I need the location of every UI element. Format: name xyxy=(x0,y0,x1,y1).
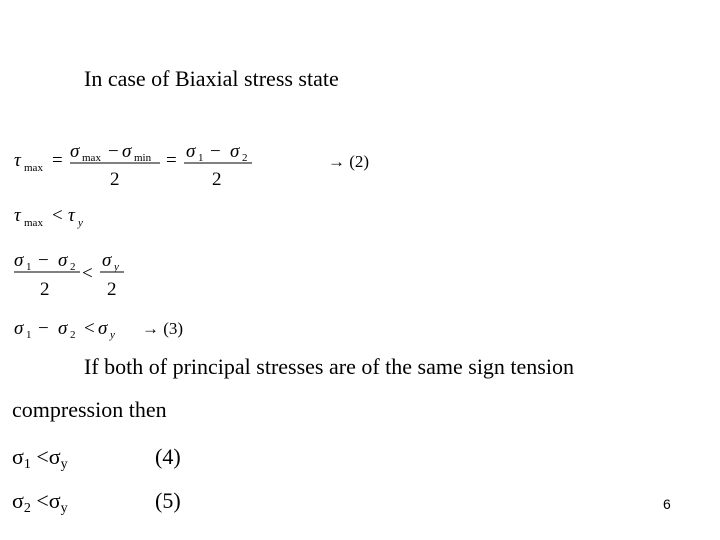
less-than-sign: < xyxy=(36,488,49,513)
sigma-y: σ xyxy=(102,250,112,271)
tau-y-subscript: y xyxy=(78,217,83,229)
sigma-2: σ xyxy=(12,488,24,513)
sigma-max: σ xyxy=(70,141,80,162)
sigma-y-subscript: y xyxy=(60,457,68,472)
equals-sign: = xyxy=(52,150,63,171)
minus-sign: − xyxy=(210,141,221,162)
tau-max-symbol: τ xyxy=(14,150,21,171)
denominator: 2 xyxy=(212,169,222,190)
inequality-tau-svg xyxy=(12,200,132,234)
sigma-1-subscript: 1 xyxy=(23,457,31,472)
sigma-2-subscript: 2 xyxy=(242,152,248,164)
sigma-2: σ xyxy=(58,318,68,339)
condition-ref-5: (5) xyxy=(155,488,181,513)
sigma-min: σ xyxy=(122,141,132,162)
equation-ref-3: → (3) xyxy=(142,319,184,338)
sigma-1-subscript: 1 xyxy=(26,329,32,341)
equation-ref-2: → (2) xyxy=(328,152,370,171)
sigma-2-subscript: 2 xyxy=(70,329,76,341)
sigma-1-subscript: 1 xyxy=(26,261,32,273)
inequality-fraction-svg xyxy=(12,244,152,304)
inequality-fraction xyxy=(12,244,152,309)
sigma-y: σ xyxy=(48,444,61,469)
denominator: 2 xyxy=(107,279,117,300)
paragraph-line-1: If both of principal stresses are of the same sign tension xyxy=(84,354,574,379)
equation-2 xyxy=(12,135,392,200)
condition-ref-4: (4) xyxy=(155,444,181,469)
sigma-2: σ xyxy=(230,141,240,162)
less-than-sign: < xyxy=(82,263,93,284)
sigma-1: σ xyxy=(186,141,196,162)
less-than-sign: < xyxy=(52,205,63,226)
tau-max-subscript: max xyxy=(24,217,43,229)
tau-max-symbol: τ xyxy=(14,205,21,226)
equals-sign: = xyxy=(166,150,177,171)
sigma-max-subscript: max xyxy=(82,152,101,164)
sigma-y-subscript: y xyxy=(110,329,115,341)
inequality-tau xyxy=(12,200,132,239)
paragraph-line-2: compression then xyxy=(12,397,167,422)
sigma-1: σ xyxy=(12,444,24,469)
page-number: 6 xyxy=(663,496,671,512)
condition-5 xyxy=(12,488,68,517)
sigma-y: σ xyxy=(48,488,61,513)
equation-3-svg xyxy=(12,312,212,346)
sigma-1: σ xyxy=(14,250,24,271)
minus-sign: − xyxy=(38,318,49,339)
sigma-1-subscript: 1 xyxy=(198,152,204,164)
minus-sign: − xyxy=(38,250,49,271)
denominator: 2 xyxy=(40,279,50,300)
condition-4 xyxy=(12,444,68,473)
equation-3 xyxy=(12,312,212,351)
less-than-sign: < xyxy=(84,318,95,339)
sigma-y: σ xyxy=(98,318,108,339)
heading: In case of Biaxial stress state xyxy=(84,66,339,91)
less-than-sign: < xyxy=(36,444,49,469)
sigma-y-subscript: y xyxy=(114,261,119,273)
tau-y-symbol: τ xyxy=(68,205,75,226)
equation-2-svg xyxy=(12,135,392,195)
sigma-min-subscript: min xyxy=(134,152,152,164)
sigma-y-subscript: y xyxy=(60,501,68,516)
tau-max-subscript: max xyxy=(24,162,43,174)
sigma-2-subscript: 2 xyxy=(23,501,31,516)
sigma-1: σ xyxy=(14,318,24,339)
minus-sign: − xyxy=(108,141,119,162)
sigma-2-subscript: 2 xyxy=(70,261,76,273)
denominator: 2 xyxy=(110,169,120,190)
sigma-2: σ xyxy=(58,250,68,271)
